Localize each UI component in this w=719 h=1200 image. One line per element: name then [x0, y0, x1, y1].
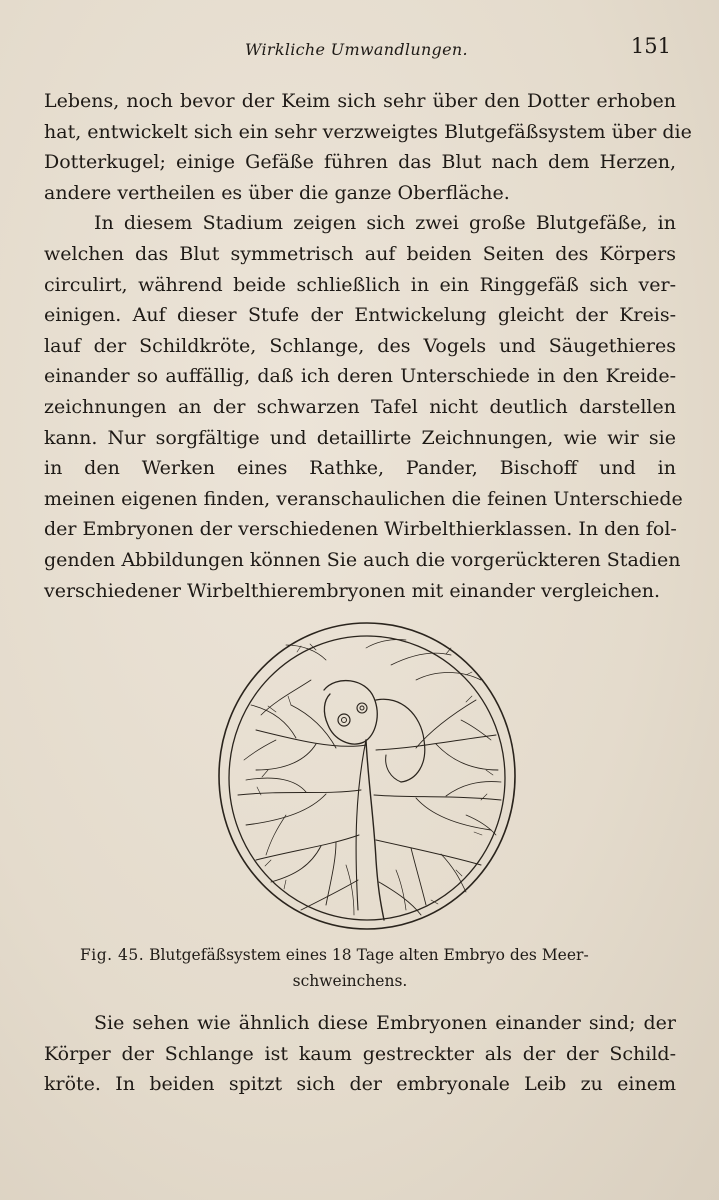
paragraph-1	[44, 86, 692, 208]
embryo-blood-vessel-drawing	[216, 620, 518, 932]
page-header	[40, 34, 681, 64]
running-title: Wirkliche Umwandlungen.	[245, 40, 468, 59]
text-line: meinen eigenen finden, veranschaulichen die feinen Unterschiede	[44, 487, 683, 510]
text-line: andere vertheilen es über die ganze Oberfläche.	[44, 181, 510, 204]
text-line: Sie sehen wie ähnlich diese Embryonen einander sind; der	[94, 1012, 676, 1034]
text-line: In diesem Stadium zeigen sich zwei große Blutgefäße, in	[94, 212, 676, 235]
text-line: hat, entwickelt sich ein sehr verzweigtes Blutgefäßsystem über die	[44, 120, 692, 143]
figure-caption	[80, 942, 660, 994]
caption-line-1	[80, 942, 660, 968]
text-line: welchen das Blut symmetrisch auf beiden Seiten des Körpers	[44, 242, 676, 265]
text-line: verschiedener Wirbelthierembryonen mit einander vergleichen.	[44, 579, 661, 602]
paragraph-2	[44, 208, 683, 606]
text-line: kröte. In beiden spitzt sich der embryonale Leib zu einem	[44, 1073, 676, 1096]
text-line: Dotterkugel; einige Gefäße führen das Blut nach dem Herzen,	[44, 151, 676, 174]
caption-line-2: schweinchens.	[292, 972, 408, 990]
text-line: circulirt, während beide schließlich in ein Ringgefäß sich ver-	[44, 273, 676, 296]
text-line: lauf der Schildkröte, Schlange, des Vogels und Säugethieres	[44, 334, 676, 357]
text-line: kann. Nur sorgfältige und detaillirte Zeichnungen, wie wir sie	[44, 426, 676, 449]
body-text-bottom	[44, 1008, 676, 1100]
text-line: zeichnungen an der schwarzen Tafel nicht deutlich darstellen	[44, 395, 676, 418]
page-number: 151	[630, 34, 671, 58]
caption-text: Blutgefäßsystem eines 18 Tage alten Embryo des Meer-	[149, 946, 589, 964]
text-line: Körper der Schlange ist kaum gestreckter als der der Schild-	[44, 1042, 676, 1065]
text-line: einander so auffällig, daß ich deren Unterschiede in den Kreide-	[44, 365, 676, 388]
text-line: der Embryonen der verschiedenen Wirbelthierklassen. In den fol-	[44, 518, 677, 541]
text-line: genden Abbildungen können Sie auch die vorgerückteren Stadien	[44, 548, 681, 571]
paragraph-3	[44, 1008, 676, 1100]
text-line: Lebens, noch bevor der Keim sich sehr über den Dotter erhoben	[44, 90, 676, 112]
text-line: einigen. Auf dieser Stufe der Entwickelung gleicht der Kreis-	[44, 304, 676, 327]
figure-label: Fig. 45.	[80, 946, 145, 964]
figure-embryo-illustration	[216, 620, 518, 932]
body-text-top	[44, 86, 692, 606]
text-line: in den Werken eines Rathke, Pander, Bischoff und in	[44, 457, 676, 480]
